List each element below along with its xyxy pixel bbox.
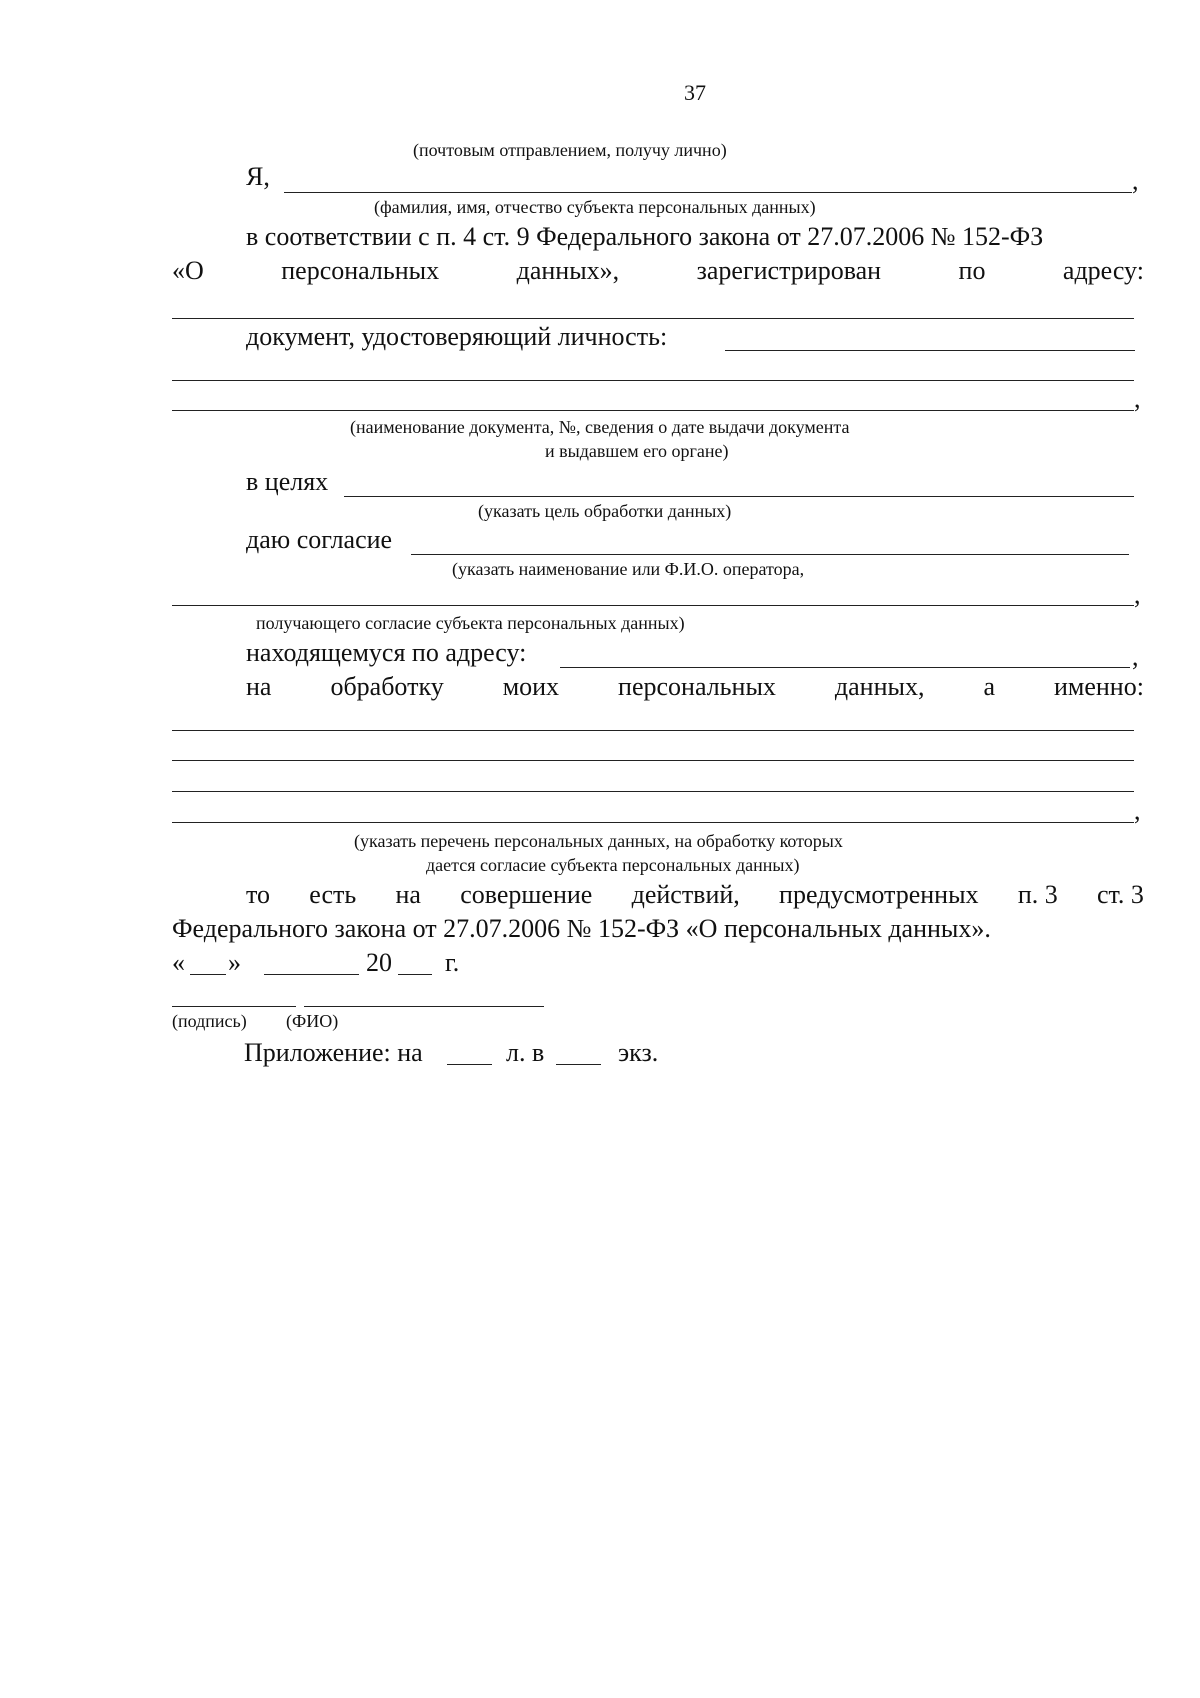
date-month-field[interactable] <box>264 974 359 975</box>
law-line-1: в соответствии с п. 4 ст. 9 Федерального закона от 27.07.2006 № 152-ФЗ <box>246 222 1044 251</box>
signature-fio-hint: (ФИО) <box>286 1011 339 1031</box>
processing-word: на <box>246 672 272 701</box>
operator-field[interactable] <box>411 554 1129 555</box>
delivery-hint: (почтовым отправлением, получу лично) <box>413 140 727 160</box>
processing-word: данных, <box>834 672 925 701</box>
operator-address-label: находящемуся по адресу: <box>246 638 527 667</box>
actions-line <box>246 880 1144 910</box>
attachment-prefix: Приложение: на <box>244 1038 423 1067</box>
data-list-hint-1: (указать перечень персональных данных, на обработку которых <box>354 831 843 851</box>
data-list-field-4[interactable] <box>172 822 1134 823</box>
comma: , <box>1134 796 1141 825</box>
attachment-middle: л. в <box>506 1038 545 1067</box>
operator-hint-1: (указать наименование или Ф.И.О. оператора, <box>452 559 805 579</box>
processing-word: а <box>983 672 995 701</box>
actions-word: то <box>246 880 271 909</box>
id-document-hint-1: (наименование документа, №, сведения о дате выдачи документа <box>350 417 850 437</box>
processing-word: именно: <box>1053 672 1144 701</box>
processing-word: персональных <box>618 672 776 701</box>
fio-field[interactable] <box>284 192 1132 193</box>
data-list-field-1[interactable] <box>172 730 1134 731</box>
attachment-copies-field[interactable] <box>556 1064 601 1065</box>
actions-line-2: Федерального закона от 27.07.2006 № 152-ФЗ «О персональных данных». <box>172 914 991 943</box>
actions-word: есть <box>309 880 357 909</box>
date-year-suffix: г. <box>445 948 460 977</box>
data-list-field-2[interactable] <box>172 760 1134 761</box>
signature-field[interactable] <box>172 1006 296 1007</box>
id-document-label: документ, удостоверяющий личность: <box>246 322 668 351</box>
date-day-field[interactable] <box>190 974 226 975</box>
law-word: «О <box>172 256 204 285</box>
law-word: данных», <box>516 256 620 285</box>
law-word: адресу: <box>1062 256 1144 285</box>
law-word: персональных <box>281 256 440 285</box>
data-list-field-3[interactable] <box>172 791 1134 792</box>
id-document-hint-2: и выдавшем его органе) <box>545 441 729 461</box>
actions-word: предусмотренных <box>779 880 979 909</box>
law-line-2 <box>172 256 1144 286</box>
page-number: 37 <box>684 80 706 105</box>
date-open-quote: « <box>172 948 185 977</box>
attachment-suffix: экз. <box>618 1038 659 1067</box>
attachment-sheets-field[interactable] <box>447 1064 492 1065</box>
registration-address-field[interactable] <box>172 318 1134 319</box>
actions-word: действий, <box>631 880 740 909</box>
processing-line <box>246 672 1144 702</box>
id-document-field-3[interactable] <box>172 410 1134 411</box>
purpose-field[interactable] <box>344 496 1134 497</box>
comma: , <box>1132 166 1139 195</box>
actions-word: ст. 3 <box>1096 880 1144 909</box>
actions-word: п. 3 <box>1017 880 1058 909</box>
operator-address-field[interactable] <box>560 667 1130 668</box>
date-year-prefix: 20 <box>366 948 392 977</box>
date-year-field[interactable] <box>398 974 432 975</box>
purpose-label: в целях <box>246 467 329 496</box>
operator-field-2[interactable] <box>172 605 1134 606</box>
operator-hint-2: получающего согласие субъекта персональных данных) <box>256 613 685 633</box>
processing-word: моих <box>502 672 560 701</box>
processing-word: обработку <box>330 672 444 701</box>
signature-hint: (подпись) <box>172 1011 247 1031</box>
comma: , <box>1134 384 1141 413</box>
actions-word: на <box>395 880 421 909</box>
law-word: зарегистрирован <box>696 256 882 285</box>
date-close-quote: » <box>228 948 241 977</box>
purpose-hint: (указать цель обработки данных) <box>478 501 732 521</box>
data-list-hint-2: дается согласие субъекта персональных данных) <box>426 855 800 875</box>
ya-label: Я, <box>246 162 270 191</box>
actions-word: совершение <box>460 880 593 909</box>
comma: , <box>1132 642 1139 671</box>
signature-fio-field[interactable] <box>304 1006 544 1007</box>
comma: , <box>1134 580 1141 609</box>
id-document-field[interactable] <box>725 350 1135 351</box>
fio-hint: (фамилия, имя, отчество субъекта персональных данных) <box>374 197 816 217</box>
law-word: по <box>958 256 986 285</box>
id-document-field-2[interactable] <box>172 380 1134 381</box>
consent-label: даю согласие <box>246 525 393 554</box>
